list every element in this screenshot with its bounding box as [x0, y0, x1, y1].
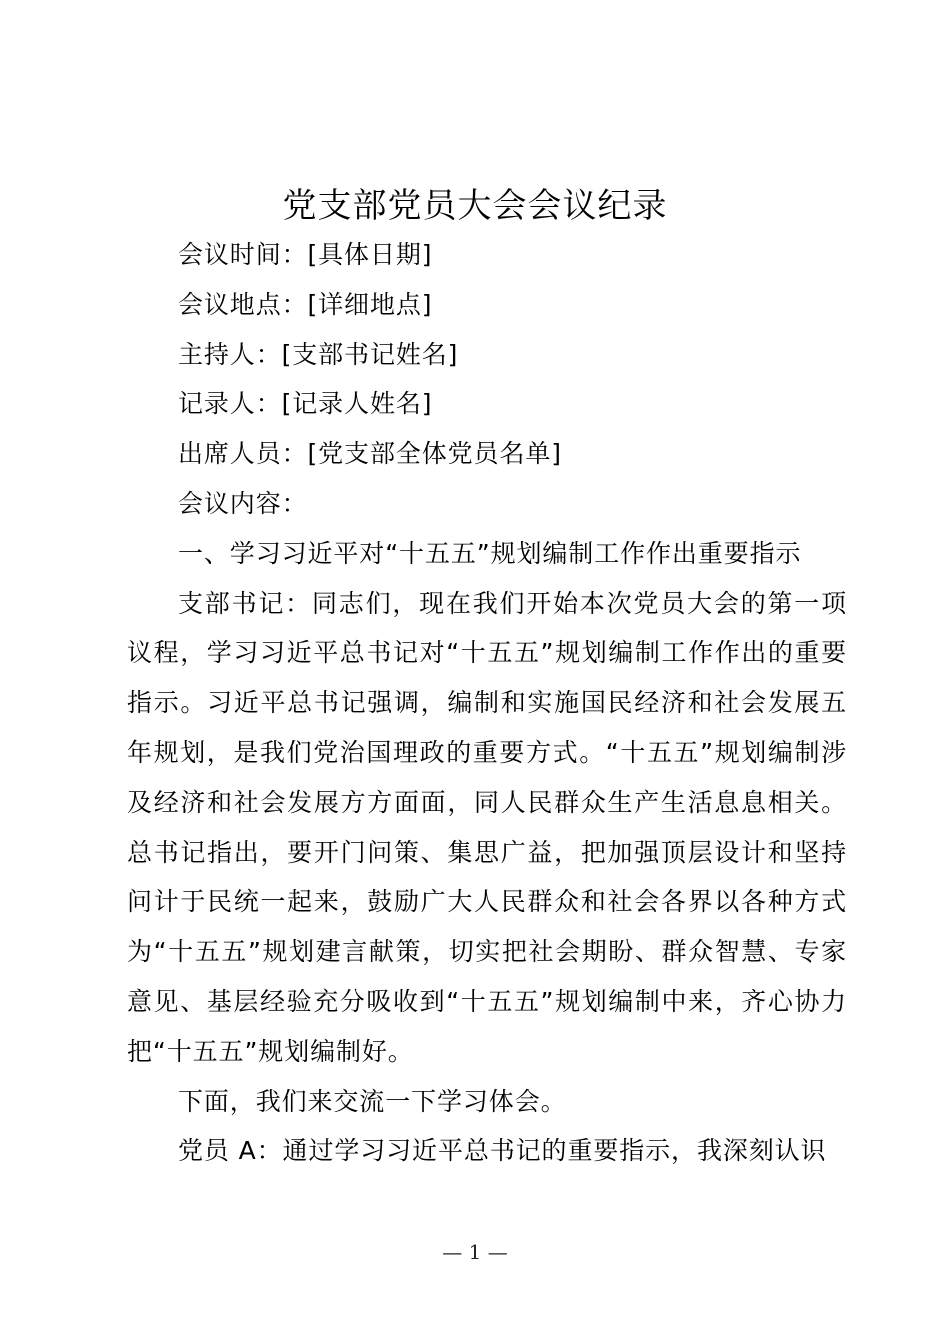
document-body — [127, 230, 847, 1176]
recorder-line: 记录人：[记录人姓名] — [178, 389, 433, 419]
document-title: 党支部党员大会会议纪录 — [282, 186, 668, 226]
page-number: — 1 — — [442, 1240, 508, 1264]
content-label: 会议内容： — [178, 488, 308, 518]
exchange-paragraph: 下面，我们来交流一下学习体会。 — [178, 1086, 567, 1116]
meeting-place-line: 会议地点：[详细地点] — [178, 289, 433, 319]
member-a-paragraph: 党员 A：通过学习习近平总书记的重要指示，我深刻认识 — [178, 1136, 827, 1166]
secretary-paragraph: 支部书记：同志们，现在我们开始本次党员大会的第一项议程，学习习近平总书记对“十五五”规划编制工作作出的重要指示。习近平总书记强调，编制和实施国民经济和社会发展五年规划，是我们党治国理政的重要方式。“十五五”规划编制涉及经济和社会发展方方面面，同人民群众生产生活息息相关。总书记指出，要开门问策、集思广益，把加强顶层设计和坚持问计于民统一起来，鼓励广大人民群众和社会各界以各种方式为“十五五”规划建言献策，切实把社会期盼、群众智慧、专家意见、基层经验充分吸收到“十五五”规划编制中来，齐心协力把“十五五”规划编制好。 — [127, 588, 847, 1066]
meeting-time-line: 会议时间：[具体日期] — [178, 240, 433, 269]
attendees-line: 出席人员：[党支部全体党员名单] — [178, 439, 562, 469]
host-line: 主持人：[支部书记姓名] — [178, 339, 459, 369]
section-heading: 一、学习习近平对“十五五”规划编制工作作出重要指示 — [178, 538, 802, 568]
